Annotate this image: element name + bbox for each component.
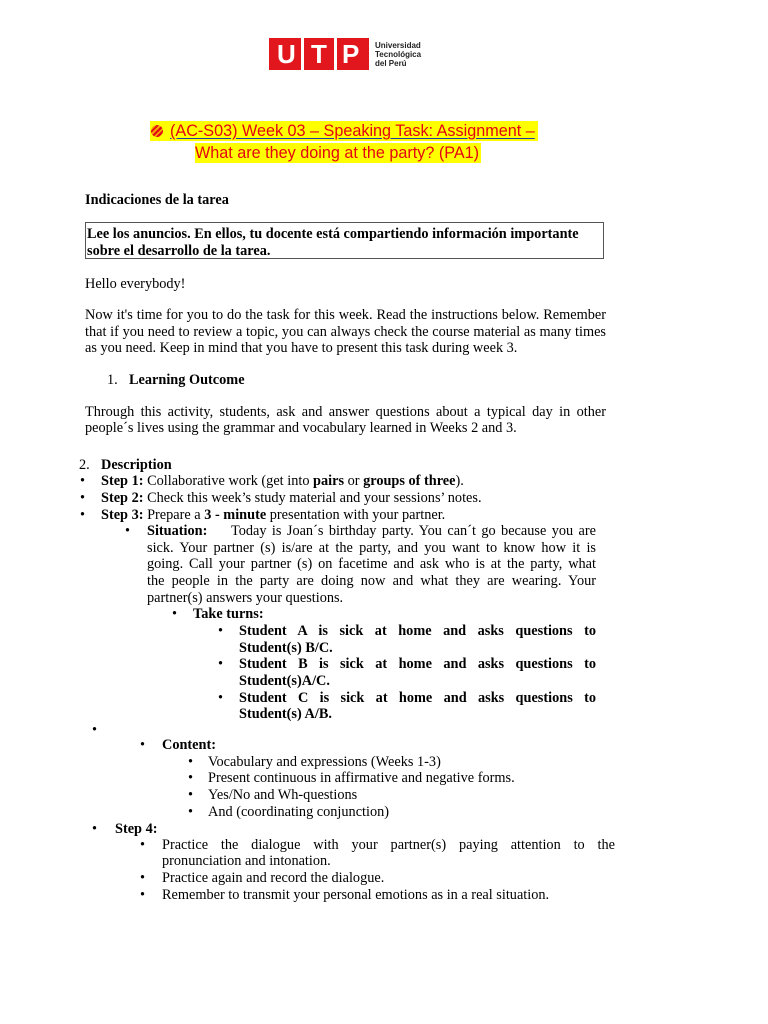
utp-logo	[269, 38, 369, 70]
description-heading: Description	[101, 457, 172, 473]
bullseye-icon	[151, 125, 163, 137]
turn-line: Student B is sick at home and asks questions to	[239, 656, 596, 672]
turn-line: Student(s)A/C.	[239, 673, 330, 689]
announcement-line: sobre el desarrollo de la tarea.	[87, 242, 271, 259]
list-bullet: •	[140, 887, 146, 903]
step-4-item: pronunciation and intonation.	[162, 853, 331, 869]
list-bullet: •	[218, 623, 224, 639]
announcement-line: Lee los anuncios. En ellos, tu docente está compartiendo información importante	[87, 226, 579, 242]
list-bullet: •	[140, 837, 146, 853]
list-bullet: •	[218, 690, 224, 706]
outcome-line: Through this activity, students, ask and answer questions about a typical day in other	[85, 404, 606, 420]
step-2: Step 2: Check this week’s study material and your sessions’ notes.	[101, 490, 482, 506]
step-1: Step 1: Collaborative work (get into pairs or groups of three).	[101, 473, 464, 489]
content-item: Present continuous in affirmative and negative forms.	[208, 770, 515, 786]
intro-line: Now it's time for you to do the task for this week. Read the instructions below. Remember	[85, 307, 606, 323]
turn-line: Student(s) A/B.	[239, 706, 332, 722]
list-bullet: •	[92, 722, 98, 738]
outcome-line: people´s lives using the grammar and vocabulary learned in Weeks 2 and 3.	[85, 420, 517, 436]
list-bullet: •	[92, 821, 98, 837]
situation-line: going. Call your partner (s) on facetime and ask who is at the party, what	[147, 556, 596, 572]
logo-letter-p: P	[342, 39, 360, 69]
situation-line: Situation: Today is Joan´s birthday party. You can´t go because you are	[147, 523, 596, 539]
situation-line: sick. Your partner (s) is/are at the party, and you want to know how it is	[147, 540, 596, 556]
intro-line: as you need. Keep in mind that you have to present this task during week 3.	[85, 340, 518, 356]
step-4-label: Step 4:	[115, 821, 158, 837]
logo-letter-u: U	[277, 39, 296, 69]
content-item: Yes/No and Wh-questions	[208, 787, 358, 803]
list-bullet: •	[80, 507, 86, 523]
step-3: Step 3: Prepare a 3 - minute presentation with your partner.	[101, 507, 446, 523]
list-bullet: •	[172, 606, 178, 622]
intro-line: that if you need to review a topic, you can always check the course material as many times	[85, 324, 606, 340]
situation-line: partner(s) answers your questions.	[147, 590, 344, 606]
step-4-item: Practice the dialogue with your partner(s) paying attention to the	[162, 837, 615, 853]
list-bullet: •	[80, 473, 86, 489]
list-bullet: •	[188, 787, 194, 803]
list-bullet: •	[218, 656, 224, 672]
take-turns-label: Take turns:	[193, 606, 264, 622]
document-title-line-2: What are they doing at the party? (PA1)	[195, 144, 480, 162]
list-bullet: •	[188, 754, 194, 770]
content-item: And (coordinating conjunction)	[208, 804, 390, 820]
content-item: Vocabulary and expressions (Weeks 1-3)	[208, 754, 441, 770]
section-heading: Indicaciones de la tarea	[85, 192, 229, 208]
logo-divider	[301, 38, 304, 70]
step-4-item: Remember to transmit your personal emotions as in a real situation.	[162, 887, 550, 903]
situation-line: the people in the party are doing now and what they are wearing. Your	[147, 573, 596, 589]
list-bullet: •	[188, 770, 194, 786]
outcome-heading: Learning Outcome	[129, 372, 245, 388]
greeting: Hello everybody!	[85, 276, 186, 292]
outcome-number: 1.	[107, 372, 118, 388]
list-bullet: •	[80, 490, 86, 506]
turn-line: Student A is sick at home and asks questions to	[239, 623, 596, 639]
description-number: 2.	[79, 457, 90, 473]
logo-letter-t: T	[311, 39, 327, 69]
list-bullet: •	[140, 737, 146, 753]
list-bullet: •	[188, 804, 194, 820]
logo-university-name: Universidad Tecnológica del Perú	[375, 41, 422, 68]
content-label: Content:	[162, 737, 217, 753]
logo-divider	[334, 38, 337, 70]
document-title-line-1: (AC-S03) Week 03 – Speaking Task: Assignment –	[150, 121, 538, 141]
turn-line: Student C is sick at home and asks questions to	[239, 690, 596, 706]
situation-label: Situation:	[147, 523, 208, 539]
list-bullet: •	[140, 870, 146, 886]
announcement-box	[85, 222, 604, 259]
step-4-item: Practice again and record the dialogue.	[162, 870, 385, 886]
list-bullet: •	[125, 523, 131, 539]
turn-line: Student(s) B/C.	[239, 640, 333, 656]
